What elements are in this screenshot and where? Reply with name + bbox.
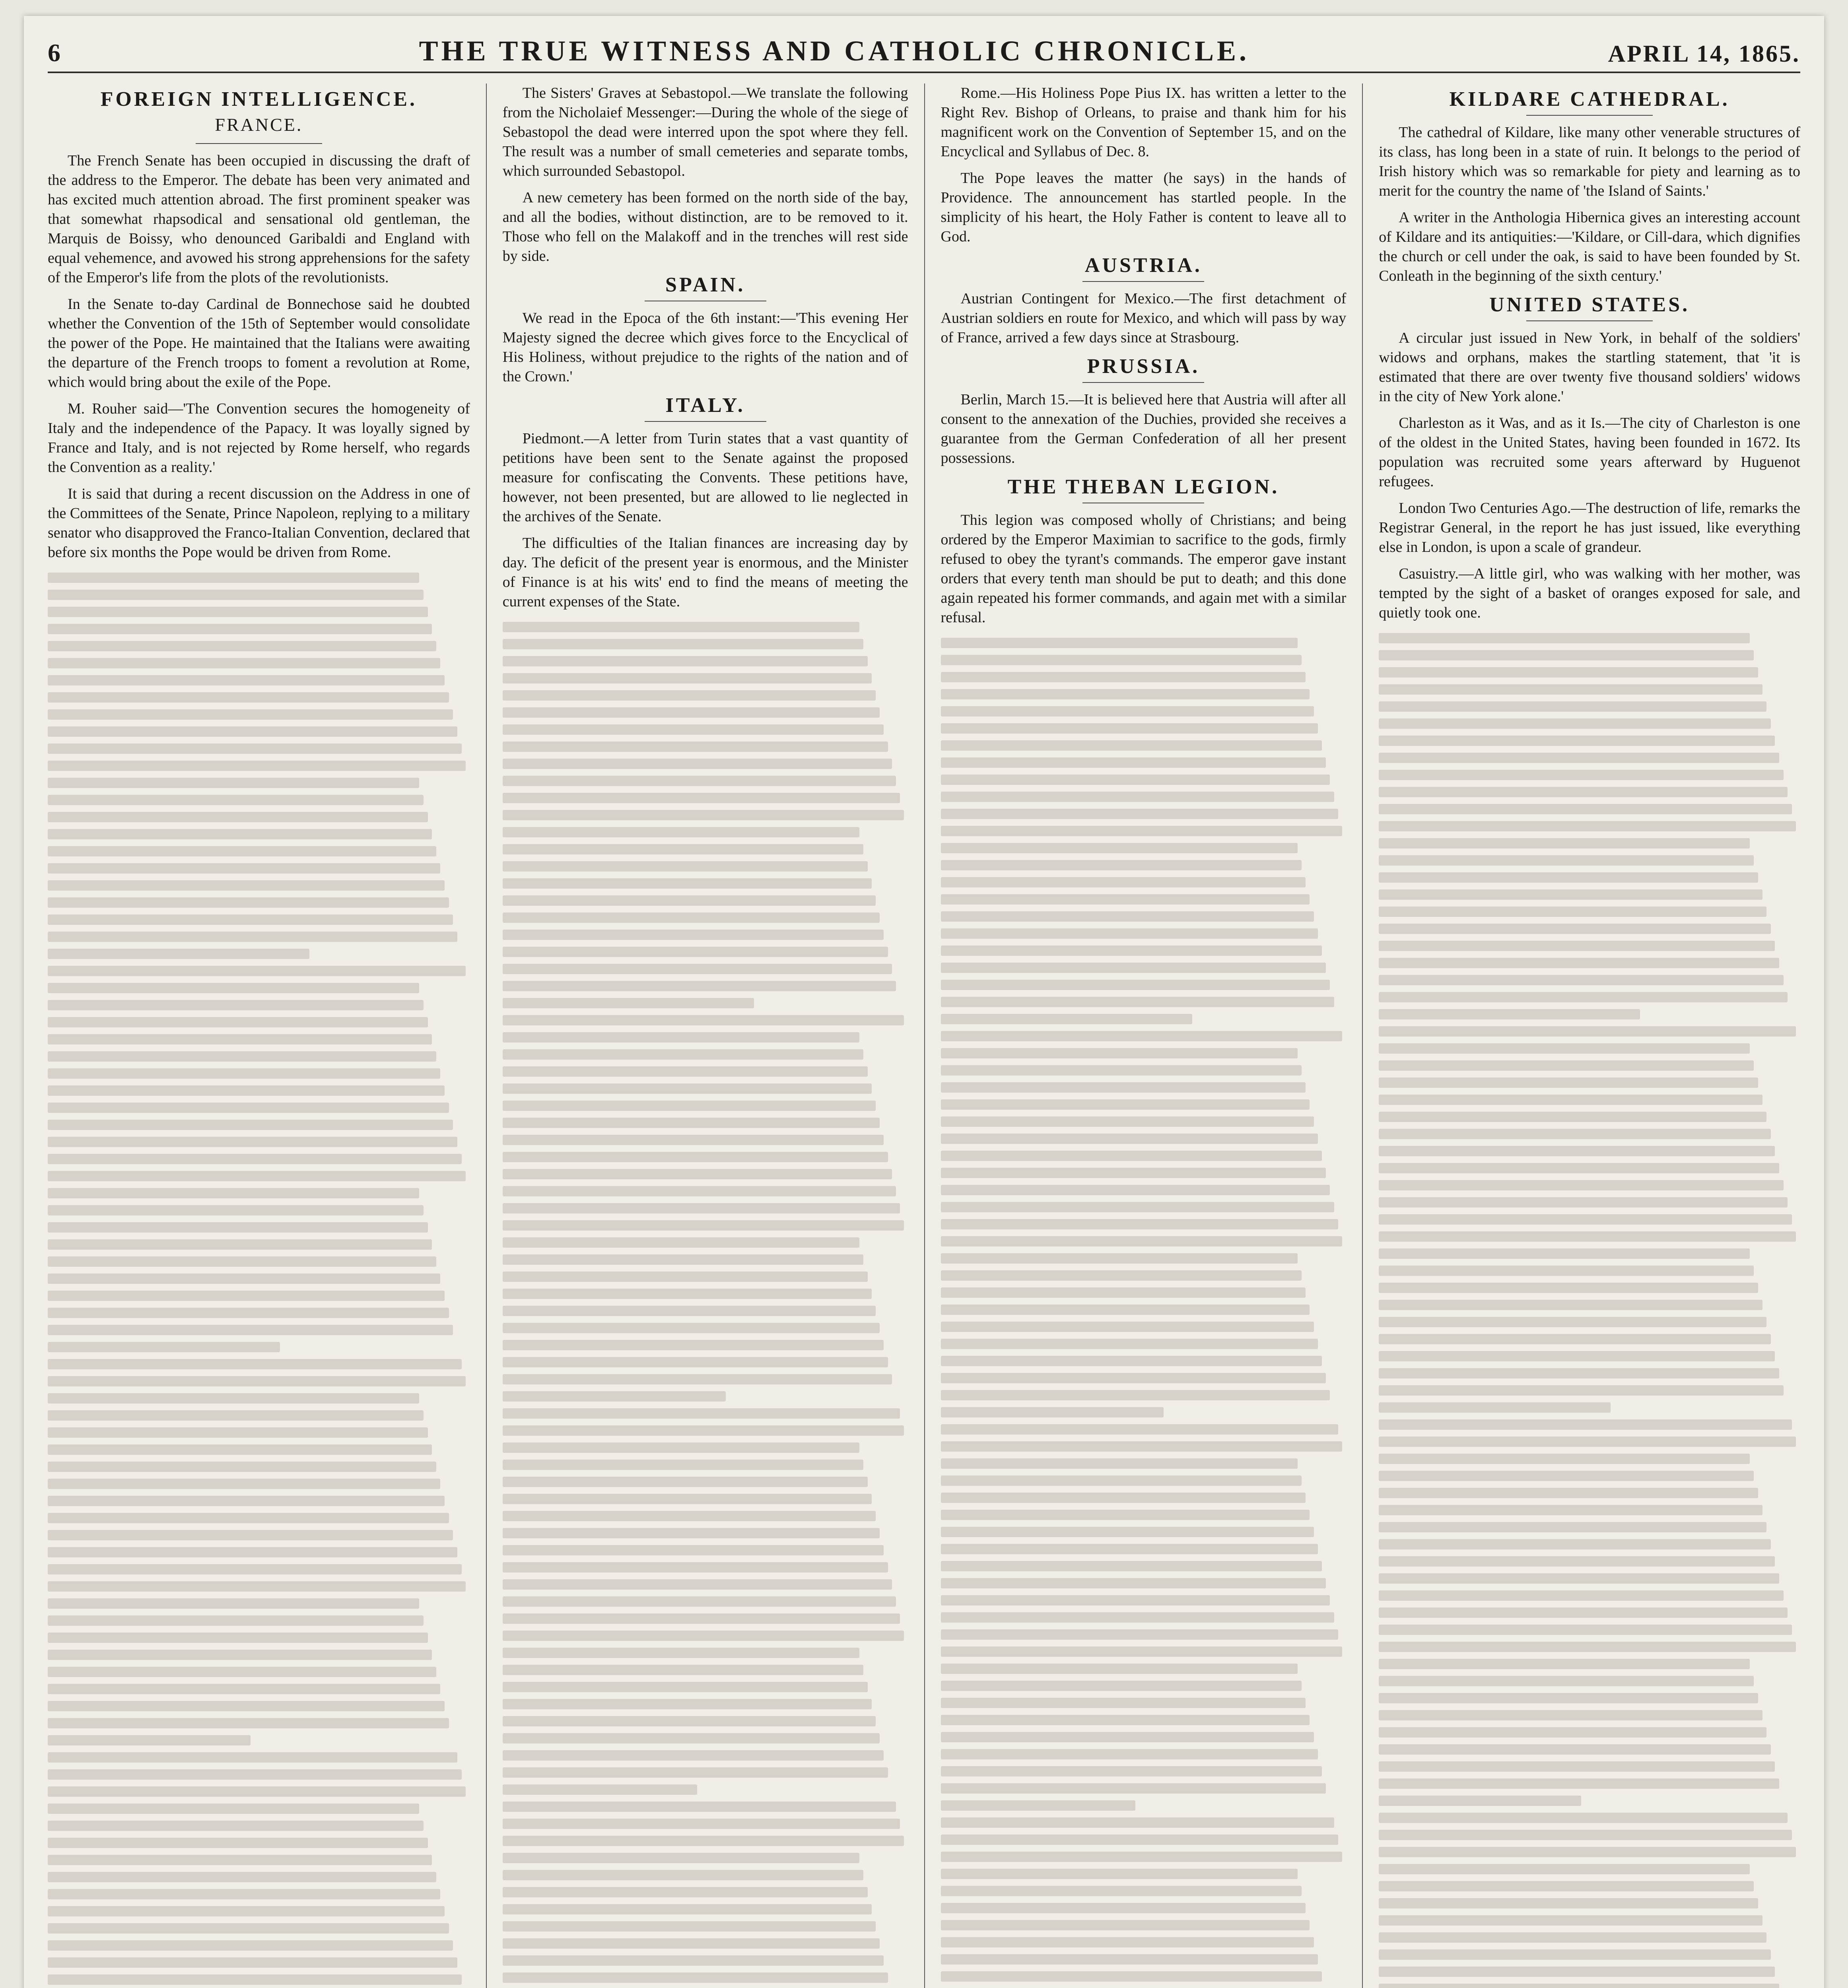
section-rule <box>1082 281 1204 282</box>
section-rule <box>645 421 766 422</box>
section-title: THE THEBAN LEGION. <box>1007 476 1280 498</box>
article-paragraph: Rome.—His Holiness Pope Pius IX. has written a letter to the Right Rev. Bishop of Orleans, to praise and thank him for his magnificent work on the Convention of September 15, and on the Encyclical and Syllabus of Dec. 8. <box>941 85 1347 160</box>
section-rule <box>1526 115 1653 116</box>
article-paragraph: A writer in the Anthologia Hibernica gives an interesting account of Kildare and its antiquities:—'Kildare, or Cill-dara, which dignifies the church or cell under the oak, is said to have been founded by St. Conleath in the beginning of the sixth century.' <box>1379 209 1800 284</box>
article-paragraph: We read in the Epoca of the 6th instant:—'This evening Her Majesty signed the decree which gives force to the Encyclical of His Holiness, without prejudice to the rights of the nation and of the Crown.' <box>502 310 908 385</box>
section-rule <box>1526 320 1653 321</box>
section-title: SPAIN. <box>665 274 746 296</box>
section-title: FOREIGN INTELLIGENCE. <box>100 88 418 111</box>
issue-date: APRIL 14, 1865. <box>1608 41 1800 67</box>
article-paragraph: A new cemetery has been formed on the north side of the bay, and all the bodies, without distinction, are to be removed to it. Those who fell on the Malakoff and in the trenches will rest side by side. <box>502 189 908 264</box>
section-subtitle: FRANCE. <box>215 115 303 135</box>
article-paragraph: The French Senate has been occupied in discussing the draft of the address to the Emperor. The debate has been very animated and has excited much attention abroad. The first prominent speaker was that somewhat rhapsodical and sensational old gentleman, the Marquis de Boissy, who denounced Garibaldi and England with equal vehemence, and avowed his strong apprehensions for the safety of the Emperor's life from the plots of the revolutionists. <box>48 152 470 286</box>
header-rule <box>48 72 1800 73</box>
column-4 <box>1362 83 1800 1988</box>
illegible-text-block <box>503 622 908 1988</box>
section-title: AUSTRIA. <box>1084 254 1202 277</box>
masthead <box>48 24 1800 73</box>
illegible-text-block <box>48 573 470 1988</box>
column-1 <box>48 83 486 1988</box>
column-3 <box>924 83 1362 1988</box>
section-title: ITALY. <box>665 394 745 417</box>
illegible-text-block <box>1379 633 1800 1988</box>
article-paragraph: A circular just issued in New York, in behalf of the soldiers' widows and orphans, makes the startling statement, that 'it is estimated that there are over twenty five thousand soldiers' widows in the city of New York alone.' <box>1379 330 1800 405</box>
illegible-text-block <box>941 638 1347 1988</box>
article-paragraph: The difficulties of the Italian finances are increasing day by day. The deficit of the present year is enormous, and the Minister of Finance is at his wits' end to find the means of meeting the current expenses of the State. <box>502 535 908 610</box>
article-paragraph: Casuistry.—A little girl, who was walking with her mother, was tempted by the sight of a basket of oranges exposed for sale, and quietly took one. <box>1379 565 1800 621</box>
section-rule <box>196 143 323 144</box>
columns <box>48 83 1800 1988</box>
newspaper-page <box>24 16 1824 1988</box>
paper-title: THE TRUE WITNESS AND CATHOLIC CHRONICLE. <box>419 35 1250 67</box>
section-rule <box>1082 382 1204 383</box>
article-paragraph: The cathedral of Kildare, like many other venerable structures of its class, has long been in a state of ruin. It belongs to the period of Irish history which was so remarkable for piety and learning as to merit for the country the name of 'the Island of Saints.' <box>1379 124 1800 199</box>
article-paragraph: Austrian Contingent for Mexico.—The first detachment of Austrian soldiers en route for Mexico, and which will pass by way of France, arrived a few days since at Strasbourg. <box>941 290 1347 346</box>
section-title: PRUSSIA. <box>1087 355 1200 378</box>
article-paragraph: M. Rouher said—'The Convention secures the homogeneity of Italy and the independence of the Papacy. It was loyally signed by France and Italy, and is not rejected by Rome herself, who regards the Convention as a reality.' <box>48 400 470 476</box>
article-paragraph: It is said that during a recent discussion on the Address in one of the Committees of the Senate, Prince Napoleon, replying to a military senator who disapproved the Franco-Italian Convention, declared that before six months the Pope would be driven from Rome. <box>48 485 470 561</box>
column-2 <box>486 83 924 1988</box>
article-paragraph: Berlin, March 15.—It is believed here that Austria will after all consent to the annexation of the Duchies, provided she receives a guarantee from the German Confederation of all her present possessions. <box>941 391 1347 466</box>
page-number: 6 <box>48 39 60 67</box>
article-paragraph: London Two Centuries Ago.—The destruction of life, remarks the Registrar General, in the report he has just issued, like everything else in London, is upon a scale of grandeur. <box>1379 500 1800 555</box>
article-paragraph: In the Senate to-day Cardinal de Bonnechose said he doubted whether the Convention of the 15th of September would consolidate the power of the Pope. He maintained that the Italians were awaiting the departure of the French troops to foment a revolution at Rome, which would bring about the exile of the Pope. <box>48 296 470 390</box>
article-paragraph: Piedmont.—A letter from Turin states that a vast quantity of petitions have been sent to the Senate against the proposed measure for confiscating the Convents. These petitions have, however, not been presented, but are allowed to lie neglected in the archives of the Senate. <box>502 430 908 525</box>
article-paragraph: The Sisters' Graves at Sebastopol.—We translate the following from the Nicholaief Messenger:—During the whole of the siege of Sebastopol the dead were interred upon the spot where they fell. The result was a number of small cemeteries and separate tombs, which surrounded Sebastopol. <box>502 85 908 179</box>
article-paragraph: The Pope leaves the matter (he says) in the hands of Providence. The announcement has startled people. In the simplicity of his heart, the Holy Father is content to leave all to God. <box>941 170 1347 245</box>
section-title: UNITED STATES. <box>1489 293 1690 316</box>
article-paragraph: This legion was composed wholly of Christians; and being ordered by the Emperor Maximian to sacrifice to the gods, firmly refused to obey the tyrant's commands. The emperor gave instant orders that every tenth man should be put to death; and this done again repeated his former commands, and again met with a similar refusal. <box>941 512 1347 626</box>
article-paragraph: Charleston as it Was, and as it Is.—The city of Charleston is one of the oldest in the United States, having been founded in 1672. Its population was recruited some years afterward by Huguenot refugees. <box>1379 415 1800 490</box>
section-title: KILDARE CATHEDRAL. <box>1449 88 1730 111</box>
